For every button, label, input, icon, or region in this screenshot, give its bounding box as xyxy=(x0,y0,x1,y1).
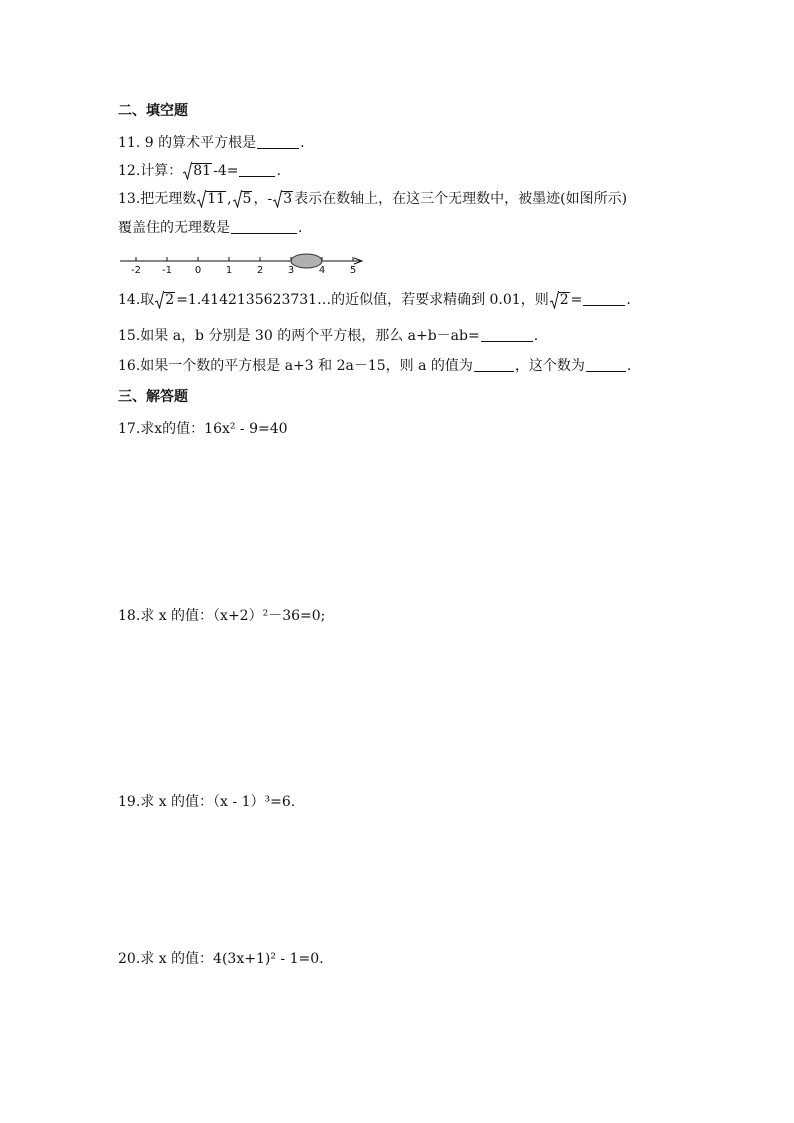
q14-radicand-2: 2 xyxy=(559,292,569,308)
tick-label: 4 xyxy=(318,265,326,275)
q13-text: 13.把无理数 xyxy=(118,191,197,207)
q15-suffix: . xyxy=(533,328,539,344)
q13-sep-2: ，- xyxy=(253,191,273,207)
sqrt-symbol xyxy=(233,190,253,208)
tick-label: -1 xyxy=(162,265,172,275)
q16-answer-blank-1[interactable] xyxy=(474,357,514,372)
tick-label: 3 xyxy=(287,265,295,275)
question-12 xyxy=(118,162,281,180)
tick-label: 2 xyxy=(256,265,264,275)
tick-label: -2 xyxy=(131,265,141,275)
q16-text: 16.如果一个数的平方根是 a+3 和 2a－15，则 a 的值为 xyxy=(118,358,473,374)
question-19: 19.求 x 的值：（x - 1）³=6. xyxy=(118,794,296,810)
q14-text: 14.取 xyxy=(118,292,155,308)
q16-mid: ，这个数为 xyxy=(514,358,585,374)
q13-radicand-3: 3 xyxy=(283,191,293,207)
q14-eq: = xyxy=(570,292,583,308)
question-16 xyxy=(118,357,631,375)
ink-blot xyxy=(291,254,322,268)
q12-text: 12.计算： xyxy=(118,163,183,179)
q11-text: 11. 9 的算术平方根是 xyxy=(118,135,257,151)
number-line-svg xyxy=(118,249,370,275)
q12-answer-blank[interactable] xyxy=(239,162,275,177)
q13-radicand-1: 11 xyxy=(207,191,226,207)
question-14 xyxy=(118,291,631,309)
question-20: 20.求 x 的值：4(3x+1)² - 1=0. xyxy=(118,951,324,967)
number-line-ticks xyxy=(131,257,356,275)
sqrt-symbol xyxy=(273,190,293,208)
section-title-fill-blank: 二、填空题 xyxy=(118,103,188,119)
q12-radicand: 81 xyxy=(193,163,212,179)
tick-label: 5 xyxy=(349,265,357,275)
q12-expr: -4= xyxy=(213,163,239,179)
q13-answer-blank[interactable] xyxy=(231,219,297,234)
question-13 xyxy=(118,190,627,208)
question-18: 18.求 x 的值：（x+2）²－36=0; xyxy=(118,608,326,624)
q14-radicand: 2 xyxy=(165,292,175,308)
q14-suffix: . xyxy=(626,292,631,308)
question-15 xyxy=(118,327,538,345)
sqrt-symbol xyxy=(155,291,175,309)
q15-text: 15.如果 a，b 分别是 30 的两个平方根，那么 a+b－ab= xyxy=(118,328,480,344)
q13-suffix: . xyxy=(298,220,303,236)
q14-value: =1.4142135623731…的近似值，若要求精确到 0.01，则 xyxy=(176,292,549,308)
sqrt-symbol xyxy=(183,162,212,180)
q12-suffix: . xyxy=(276,163,281,179)
sqrt-symbol xyxy=(197,190,226,208)
question-11 xyxy=(118,134,305,152)
tick-label: 1 xyxy=(225,265,233,275)
q13-text-2: 表示在数轴上，在这三个无理数中，被墨迹(如图所示) xyxy=(294,191,628,207)
q16-answer-blank-2[interactable] xyxy=(586,357,626,372)
sqrt-symbol xyxy=(550,291,570,309)
section-title-answer: 三、解答题 xyxy=(118,389,188,405)
q13-sep-1: , xyxy=(227,191,232,207)
q11-suffix: . xyxy=(300,135,305,151)
q11-answer-blank[interactable] xyxy=(257,134,299,149)
q13-line2-text: 覆盖住的无理数是 xyxy=(118,220,230,236)
q15-answer-blank[interactable] xyxy=(481,327,533,342)
q13-radicand-2: 5 xyxy=(242,191,252,207)
tick-label: 0 xyxy=(194,265,202,275)
q14-answer-blank[interactable] xyxy=(583,291,625,306)
question-13-line-2 xyxy=(118,219,302,237)
q16-suffix: . xyxy=(626,358,632,374)
question-17: 17.求x的值：16x² - 9=40 xyxy=(118,421,288,437)
number-line-figure xyxy=(118,249,370,275)
